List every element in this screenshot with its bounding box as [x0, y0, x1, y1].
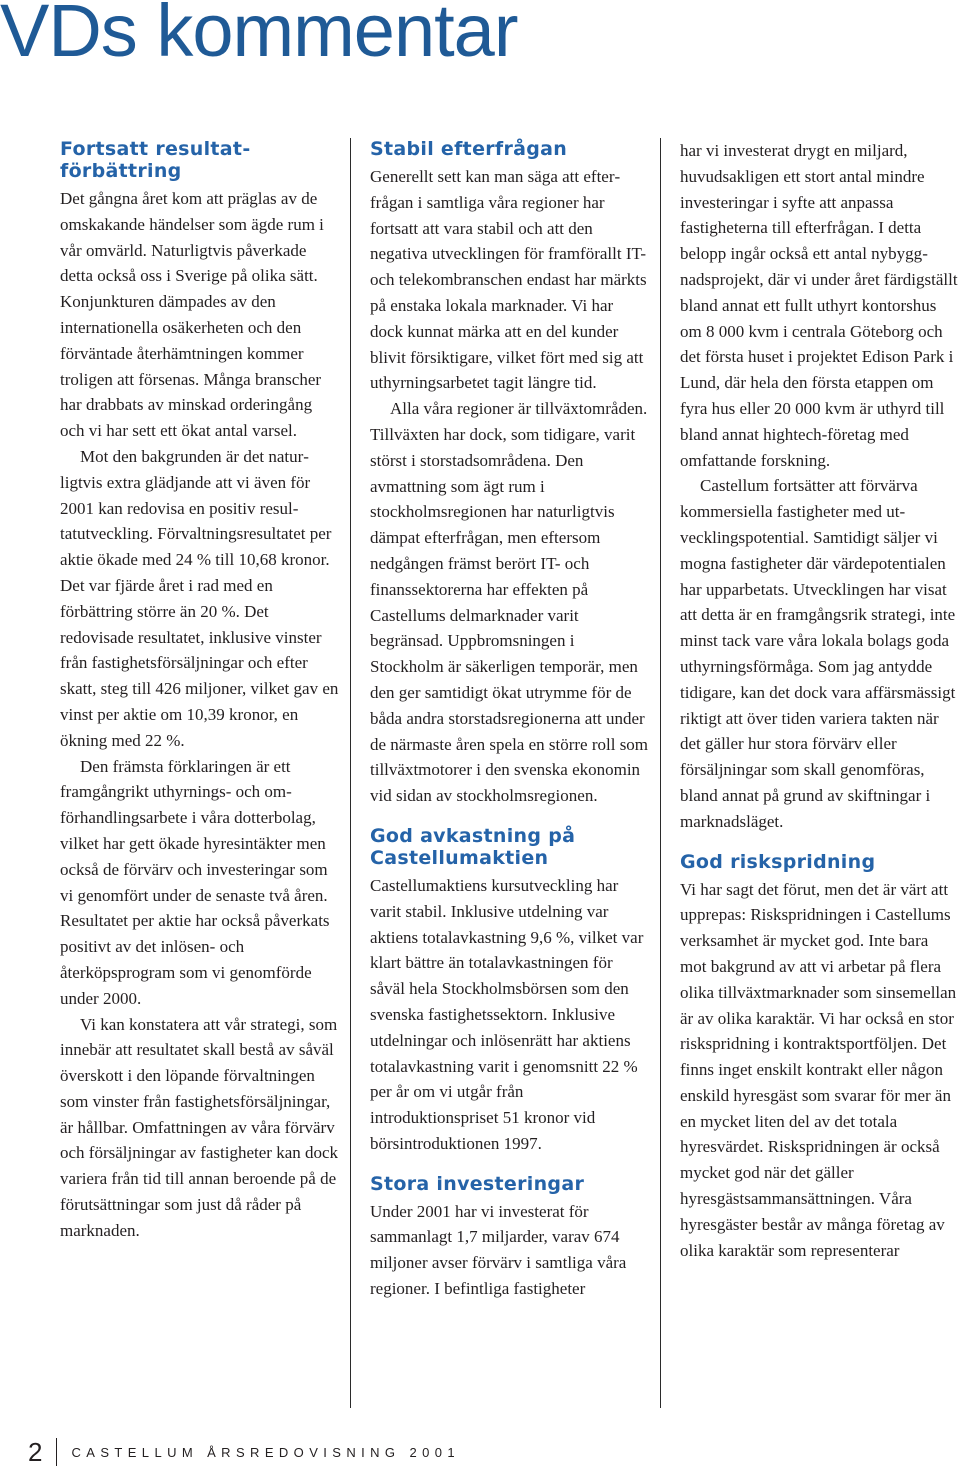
section-heading: Fortsatt resultat- förbättring — [60, 138, 251, 182]
footer-divider — [56, 1438, 57, 1466]
body-paragraph: Under 2001 har vi investerat för sammanlagt 1,7 miljarder, varav 674 miljoner avser förvärv i samtliga våra regioner. I befintliga fastigheter — [370, 1201, 627, 1299]
page-number: 2 — [28, 1437, 43, 1467]
body-paragraph: Alla våra regioner är tillväxtområden. Tillväxten har dock, som tidigare, varit störst i storstadsområdena. Den avmattning som ägt rum i stockholmsregionen har naturligtvis dämpat efterfrågan, men eftersom nedgången främst berört IT- och finanssektorerna har effekten på Castellums delmarknader varit begränsad. Uppbromsningen i Stockholm är säkerligen temporär, men den ger samtidigt ökat utrymme för de båda andra storstadsregionerna att under de närmaste åren spela en större roll som tillväxtmotorer i den svenska ekonomin vid sidan av stockholmsregionen. — [370, 399, 649, 806]
section-heading: Stora investeringar — [370, 1172, 585, 1195]
page-title: VDs kommentar — [0, 0, 518, 72]
column-divider — [660, 138, 661, 1408]
section-heading: God riskspridning — [680, 850, 876, 873]
body-paragraph: Det gångna året kom att präglas av de omskakande händelser som ägde rum i vår omvärld. Naturligtvis påverkade detta också oss i Sverige på olika sätt. Konjunkturen dämpades av den internationella osäkerheten och den förväntade återhämtningen kommer troligen att försenas. Många branscher har drabbats av minskad orderingång och vi har sett ett ökat antal varsel. — [60, 189, 324, 441]
page-footer — [28, 1436, 460, 1468]
text-column-1 — [60, 138, 340, 1244]
body-paragraph: har vi investerat drygt en miljard, huvudsakligen ett stort antal mindre investeringar i syfte att anpassa fastigheterna till efterfrågan. I detta belopp ingår också ett antal nybyggnadsprojekt, där vi under året färdigställt bland annat ett fullt uthyrt kontorshus om 8 000 kvm i centrala Göteborg och det första huset i projektet Edison Park i Lund, där hela den första etappen om fyra hus eller 20 000 kvm är uthyrd till bland annat hightech-företag med omfattande forskning. — [680, 141, 958, 470]
text-column-3 — [680, 138, 958, 1263]
publication-name: CASTELLUM ÅRSREDOVISNING 2001 — [71, 1444, 460, 1460]
column-divider — [350, 138, 351, 1408]
body-paragraph: Castellum fortsätter att förvärva kommersiella fastigheter med utvecklingspotential. Samtidigt säljer vi mogna fastigheter där värdepotentialen har upparbetats. Utvecklingen har visat att detta är en framgångsrik strategi, inte minst tack vare våra lokala bolags goda uthyrningsförmåga. Som jag antydde tidigare, kan det dock vara affärsmässigt riktigt att över tiden variera takten när det gäller hur stora förvärv eller försäljningar som skall genomföras, bland annat på grund av skiftningar i marknadsläget. — [680, 476, 956, 831]
body-paragraph: Mot den bakgrunden är det naturligtvis extra glädjande att vi även för 2001 kan redovisa en positiv resultatutveckling. Förvaltningsresultatet per aktie ökade med 24 % till 10,68 kronor. Det var fjärde året i rad med en förbättring större än 20 %. Det redovisade resultatet, inklusive vinster från fastighetsförsäljningar och efter skatt, steg till 426 miljoner, vilket gav en vinst per aktie om 10,39 kronor, en ökning med 22 %. — [60, 446, 339, 750]
body-paragraph: Castellumaktiens kursutveckling har varit stabil. Inklusive utdelning var aktiens totalavkastning 9,6 %, vilket var klart bättre än totalavkastningen för såväl hela Stockholmsbörsen som den svenska fastighetssektorn. Inklusive utdelningar och inlösenrätt har aktiens totalavkastning varit i genomsnitt 22 % per år om vi utgår från introduktionspriset 51 kronor vid börsintroduktionen 1997. — [370, 875, 644, 1153]
section-heading: God avkastning på Castellumaktien — [370, 824, 576, 869]
body-paragraph: Den främsta förklaringen är ett framgångrikt uthyrnings- och omförhandlingsarbete i våra dotterbolag, vilket har gett ökade hyresintäkter men också de förvärv och investeringar som vi genomfört under de senaste två åren. Resultatet per aktie har också påverkats positivt av det inlösen- och återköpsprogram som vi genomförde under 2000. — [60, 756, 330, 1008]
section-heading: Stabil efterfrågan — [370, 138, 568, 160]
body-paragraph: Vi har sagt det förut, men det är värt att upprepas: Riskspridningen i Castellums verksamhet är mycket god. Inte bara mot bakgrund av att vi arbetar på flera olika tillväxtmarknader som sinsemellan är av olika karaktär. Vi har också en stor riskspridning i kontraktsportföljen. Det finns inget enskilt kontrakt eller någon enskild hyresgäst som svarar för mer än en mycket liten del av det totala hyresvärdet. Riskspridningen är också mycket god när det gäller hyresgästsammansättningen. Våra hyresgäster består av många företag av olika karaktär som representerar — [680, 879, 957, 1260]
body-paragraph: Vi kan konstatera att vår strategi, som innebär att resultatet skall bestå av såväl överskott i den löpande förvaltningen som vinster från fastighetsförsäljningar, är hållbar. Omfattningen av våra förvärv och försäljningar av fastigheter kan dock variera från tid till annan beroende på de förutsättningar som just då råder på marknaden. — [60, 1014, 339, 1240]
body-paragraph: Generellt sett kan man säga att efterfrågan i samtliga våra regioner har fortsatt att vara stabil och att den negativa utvecklingen för framförallt IT- och telekombranschen endast har märkts på enstaka lokala marknader. Vi har dock kunnat märka att en del kunder blivit försiktigare, vilket fört med sig att uthyrningsarbetet tagit längre tid. — [370, 167, 647, 393]
text-column-2 — [370, 138, 650, 1302]
